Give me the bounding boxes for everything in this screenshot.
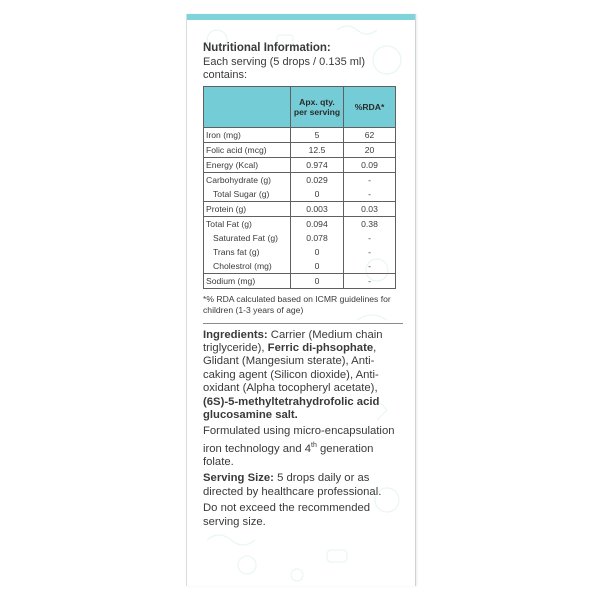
nutrient-qty: 0 (291, 273, 344, 288)
nutrient-rda: - (344, 245, 396, 259)
table-row-protein (204, 201, 396, 216)
table-row-energy (204, 157, 396, 172)
table-row-iron (204, 127, 396, 142)
nutrient-qty: 0.974 (291, 157, 344, 172)
ingredient-folate: (6S)-5-methyltetrahydrofolic acid glucosamine salt. (203, 395, 380, 421)
nutrient-name: Iron (mg) (204, 127, 291, 142)
column-header-nutrient (204, 86, 291, 127)
table-row-total-sugar (204, 187, 396, 202)
ingredients-label: Ingredients: (203, 328, 268, 341)
nutrient-name: Trans fat (g) (204, 245, 291, 259)
nutrient-name: Energy (Kcal) (204, 157, 291, 172)
table-row-trans-fat (204, 245, 396, 259)
nutrient-qty: 0.003 (291, 201, 344, 216)
nutrient-qty: 0.029 (291, 172, 344, 187)
nutrient-qty: 0 (291, 245, 344, 259)
nutrient-qty: 0.078 (291, 231, 344, 245)
label-content (203, 42, 403, 532)
divider-line (203, 323, 403, 324)
nutrient-qty: 0 (291, 259, 344, 274)
rda-footnote: *% RDA calculated based on ICMR guidelines for children (1-3 years of age) (203, 293, 391, 315)
nutrient-qty: 0 (291, 187, 344, 202)
dosage-warning: Do not exceed the recommended serving size. (203, 502, 371, 528)
nutrient-rda: - (344, 172, 396, 187)
serving-intro: Each serving (5 drops / 0.135 ml) contains: (203, 55, 366, 81)
nutrient-rda: 20 (344, 142, 396, 157)
nutrient-rda: - (344, 231, 396, 245)
table-row-saturated-fat (204, 231, 396, 245)
nutrient-rda: - (344, 259, 396, 274)
table-row-folic-acid (204, 142, 396, 157)
serving-size-text: 5 drops daily or as directed by healthcare professional. (203, 472, 382, 498)
table-row-sodium (204, 273, 396, 288)
nutrient-name: Carbohydrate (g) (204, 172, 291, 187)
ingredients-text-2: , Glidant (Mangesium sterate), Anti-caking agent (Silicon dioxide), Anti-oxidant (Alpha tocopheryl acetate), (203, 341, 379, 395)
nutrient-rda: 0.03 (344, 201, 396, 216)
nutrient-name: Total Sugar (g) (204, 187, 291, 202)
table-row-carbohydrate (204, 172, 396, 187)
product-box-panel (186, 14, 416, 586)
column-header-rda: %RDA* (344, 86, 396, 127)
column-header-quantity: Apx. qty. per serving (291, 86, 344, 127)
nutrient-qty: 0.094 (291, 216, 344, 231)
nutrient-rda: 0.09 (344, 157, 396, 172)
ingredients-paragraph (203, 329, 403, 423)
nutrition-title: Nutritional Information: (203, 42, 331, 54)
nutrient-name: Total Fat (g) (204, 216, 291, 231)
table-row-total-fat (204, 216, 396, 231)
table-row-cholestrol (204, 259, 396, 274)
nutrient-qty: 5 (291, 127, 344, 142)
nutrient-rda: 0.38 (344, 216, 396, 231)
nutrient-rda: - (344, 187, 396, 202)
ingredient-ferric: Ferric di-phsophate (267, 341, 374, 354)
nutrient-rda: - (344, 273, 396, 288)
nutrient-qty: 12.5 (291, 142, 344, 157)
nutrient-name: Cholestrol (mg) (204, 259, 291, 274)
formulation-text-1: Formulated using micro-encapsulation iron technology and 4 (203, 425, 395, 455)
ingredients-text-1: Carrier (Medium chain triglyceride), (203, 328, 383, 354)
nutrient-name: Folic acid (mcg) (204, 142, 291, 157)
formulation-paragraph (203, 425, 403, 469)
nutrient-name: Protein (g) (204, 201, 291, 216)
serving-size-label: Serving Size: (203, 472, 274, 485)
formulation-text-2: generation folate. (203, 442, 374, 468)
serving-size-paragraph (203, 472, 403, 499)
nutrient-rda: 62 (344, 127, 396, 142)
nutrient-name: Saturated Fat (g) (204, 231, 291, 245)
formulation-superscript: th (311, 441, 317, 449)
nutrient-name: Sodium (mg) (204, 273, 291, 288)
nutrition-table (203, 86, 396, 289)
